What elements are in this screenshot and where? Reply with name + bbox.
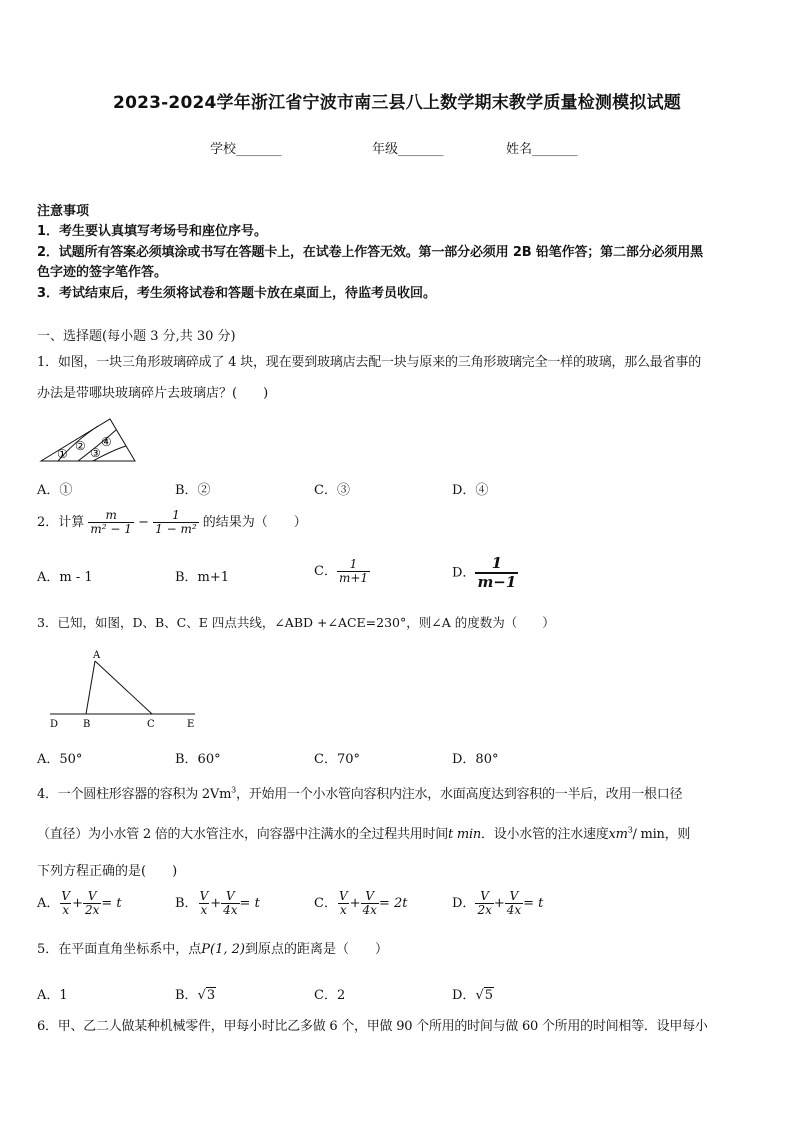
option-b: B．m+1 <box>175 570 230 585</box>
question-1-line-2: 办法是带哪块玻璃碎片去玻璃店？( ) <box>37 386 269 401</box>
name-field: 姓名_______ <box>506 142 578 157</box>
section-heading: 一、选择题(每小题 3 分,共 30 分) <box>37 329 236 344</box>
option-c: C．70° <box>314 752 360 767</box>
fraction: $\frac{1}{\text{1 − m²}}$ <box>155 508 197 536</box>
point-label: E <box>187 719 195 730</box>
notice-heading: 注意事项 <box>37 204 90 219</box>
school-field: 学校_______ <box>210 142 282 157</box>
piece-label: ③ <box>90 446 101 460</box>
point-label: D <box>50 719 59 730</box>
option-a: A．1 <box>37 988 68 1003</box>
option-c: C． $\frac{V}{x}$ + $\frac{V}{4x}$ = 2t <box>314 889 408 917</box>
question-1-line-1: 1．如图，一块三角形玻璃碎成了 4 块，现在要到玻璃店去配一块与原来的三角形玻璃完全一样的玻璃，那么最省事的 <box>37 355 702 370</box>
option-d: D． $\frac{1}{m-1}$ <box>452 554 517 591</box>
point-label: C <box>147 719 155 730</box>
question-3: 3．已知，如图，D、B、C、E 四点共线，∠ABD +∠ACE=230°，则∠A 的度数为（ ） <box>37 615 555 630</box>
option-d: D．√5 <box>452 988 494 1003</box>
option-c: C． $\frac{1}{m+1}$ <box>314 557 369 585</box>
question-2-suffix: 的结果为（ ） <box>202 515 307 530</box>
broken-triangle-figure <box>38 416 138 464</box>
question-4-line-2: （直径）为小水管 2 倍的大水管注水，向容器中注满水的全过程共用时间t min．设小水管的注水速度$xm^3/$ min，则 <box>37 825 691 842</box>
question-5: 5．在平面直角坐标系中，点P(1, 2)到原点的距离是（ ） <box>37 942 388 957</box>
option-a: A．① <box>37 483 73 498</box>
question-4-line-1: 4．一个圆柱形容器的容积为 2Vm$^3$，开始用一个小水管向容积内注水，水面高度达到容积的一半后，改用一根口径 <box>37 785 683 802</box>
piece-label: ④ <box>101 435 112 449</box>
notice-item: 2．试题所有答案必须填涂或书写在答题卡上，在试卷上作答无效。第一部分必须用 2B 铅笔作答；第二部分必须用黑 <box>37 245 703 260</box>
option-d: D．④ <box>452 483 489 498</box>
grade-field: 年级_______ <box>372 142 444 157</box>
exam-title: 2023-2024学年浙江省宁波市南三县八上数学期末教学质量检测模拟试题 <box>113 93 681 113</box>
notice-item: 色字迹的签字笔作答。 <box>37 265 168 280</box>
option-c: C．③ <box>314 483 350 498</box>
notice-item: 3．考试结束后，考生须将试卷和答题卡放在桌面上，待监考员收回。 <box>37 286 437 301</box>
option-a: A． $\frac{V}{x}$ + $\frac{V}{2x}$ = t <box>37 889 122 917</box>
option-b: B． $\frac{V}{x}$ + $\frac{V}{4x}$ = t <box>175 889 260 917</box>
question-2: 2．计算 $\frac{m}{\text{m² − 1}}$ − $\frac{1}{\text{1 − m²}}$ 的结果为（ ） <box>37 508 307 536</box>
question-6: 6．甲、乙二人做某种机械零件，甲每小时比乙多做 6 个，甲做 90 个所用的时间与做 60 个所用的时间相等．设甲每小 <box>37 1019 708 1034</box>
option-c: C．2 <box>314 988 346 1003</box>
question-2-prefix: 2．计算 <box>37 515 85 530</box>
piece-label: ① <box>57 447 68 461</box>
vertex-label: A <box>93 650 101 661</box>
option-a: A．50° <box>37 752 83 767</box>
option-b: B．√3 <box>175 988 216 1003</box>
piece-label: ② <box>75 439 86 453</box>
notice-item: 1．考生要认真填写考场号和座位序号。 <box>37 224 268 239</box>
question-4-line-3: 下列方程正确的是( ) <box>37 864 178 879</box>
point-label: B <box>83 719 91 730</box>
option-d: D．80° <box>452 752 499 767</box>
fraction: $\frac{m}{\text{m² − 1}}$ <box>90 508 132 536</box>
option-b: B．60° <box>175 752 221 767</box>
option-b: B．② <box>175 483 211 498</box>
triangle-line-figure <box>40 647 210 733</box>
option-d: D． $\frac{V}{2x}$ + $\frac{V}{4x}$ = t <box>452 889 544 917</box>
option-a: A．m - 1 <box>37 570 93 585</box>
